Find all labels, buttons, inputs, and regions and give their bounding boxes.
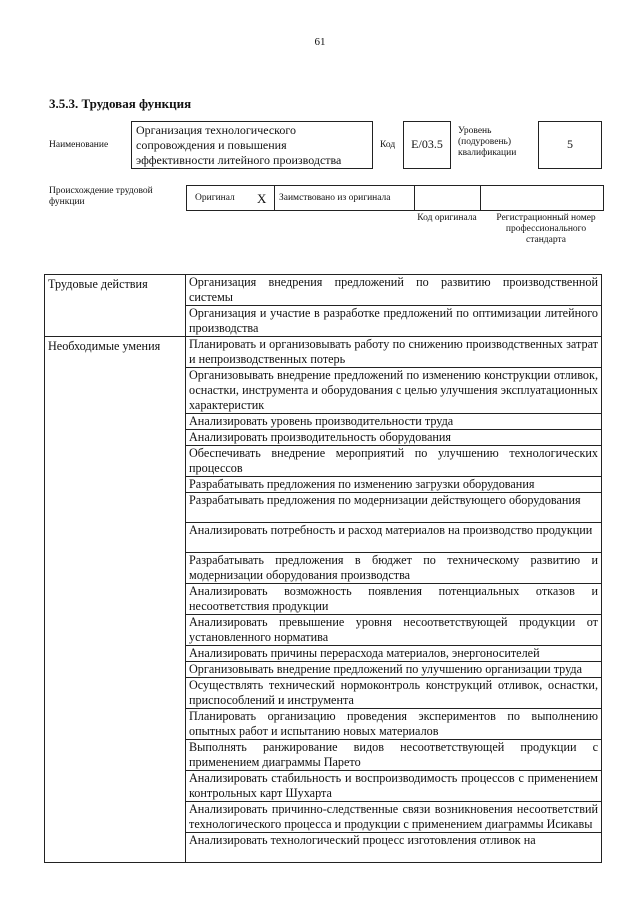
- list-item: Анализировать возможность появления потенциальных отказов и несоответствия продукции: [186, 584, 602, 615]
- code-label: Код: [380, 140, 396, 150]
- level-label: Уровень (подуровень) квалификации: [458, 126, 517, 158]
- list-item: Разрабатывать предложения в бюджет по техническому развитию и модернизации оборудования производства: [186, 553, 602, 584]
- list-item: Анализировать стабильность и воспроизводимость процессов с применением контрольных карт Шухарта: [186, 771, 602, 802]
- section-heading: 3.5.3. Трудовая функция: [49, 96, 192, 111]
- list-item: Анализировать уровень производительности труда: [186, 414, 602, 430]
- reg-number-caption: Регистрационный номер профессионального стандарта: [496, 213, 596, 245]
- level-value: 5: [567, 137, 573, 151]
- labor-function-table: [44, 274, 602, 863]
- code-value-box: [403, 121, 451, 169]
- list-item: Анализировать потребность и расход материалов на производство продукции: [186, 523, 602, 553]
- name-value: Организация технологического сопровождения и повышения эффективности литейного производства: [136, 123, 342, 167]
- list-item: Анализировать технологический процесс изготовления отливок на: [186, 833, 602, 863]
- name-value-box: [131, 121, 373, 169]
- list-item: Осуществлять технический нормоконтроль конструкций отливок, оснастки, приспособлений и инструмента: [186, 678, 602, 709]
- code-value: E/03.5: [411, 137, 443, 151]
- list-item: Разрабатывать предложения по модернизации действующего оборудования: [186, 493, 602, 523]
- list-item: Планировать организацию проведения экспериментов по выполнению опытных работ и испытанию новых материалов: [186, 709, 602, 740]
- list-item: Организация и участие в разработке предложений по оптимизации литейного производства: [186, 306, 602, 337]
- list-item: Планировать и организовывать работу по снижению производственных затрат и непроизводственных потерь: [186, 337, 602, 368]
- list-item: Анализировать превышение уровня несоответствующей продукции от установленного норматива: [186, 615, 602, 646]
- origin-label: Происхождение трудовой функции: [49, 186, 153, 207]
- section-label: Необходимые умения: [45, 337, 186, 863]
- list-item: Разрабатывать предложения по изменению загрузки оборудования: [186, 477, 602, 493]
- list-item: Выполнять ранжирование видов несоответствующей продукции с применением диаграммы Парето: [186, 740, 602, 771]
- original-label: Оригинал: [195, 193, 235, 203]
- level-value-box: [538, 121, 602, 169]
- section-label: Трудовые действия: [45, 275, 186, 337]
- list-item: Обеспечивать внедрение мероприятий по улучшению технологических процессов: [186, 446, 602, 477]
- name-label: Наименование: [49, 140, 109, 150]
- list-item: Организовывать внедрение предложений по изменению конструкции отливок, оснастки, инструмента и оборудования с целью улучшения эксплуатационных характеристик: [186, 368, 602, 414]
- table-row: [45, 275, 602, 306]
- list-item: Анализировать причинно-следственные связи возникновения несоответствий технологического процесса и продукции с применением диаграммы Исикавы: [186, 802, 602, 833]
- original-mark: X: [257, 191, 267, 206]
- page-number: 61: [314, 36, 326, 48]
- code-original-caption: Код оригинала: [417, 213, 477, 223]
- origin-row: [186, 185, 604, 211]
- borrowed-label: Заимствовано из оригинала: [279, 193, 391, 203]
- list-item: Анализировать производительность оборудования: [186, 430, 602, 446]
- list-item: Организация внедрения предложений по развитию производственной системы: [186, 275, 602, 306]
- list-item: Анализировать причины перерасхода материалов, энергоносителей: [186, 646, 602, 662]
- table-row: [45, 337, 602, 368]
- list-item: Организовывать внедрение предложений по улучшению организации труда: [186, 662, 602, 678]
